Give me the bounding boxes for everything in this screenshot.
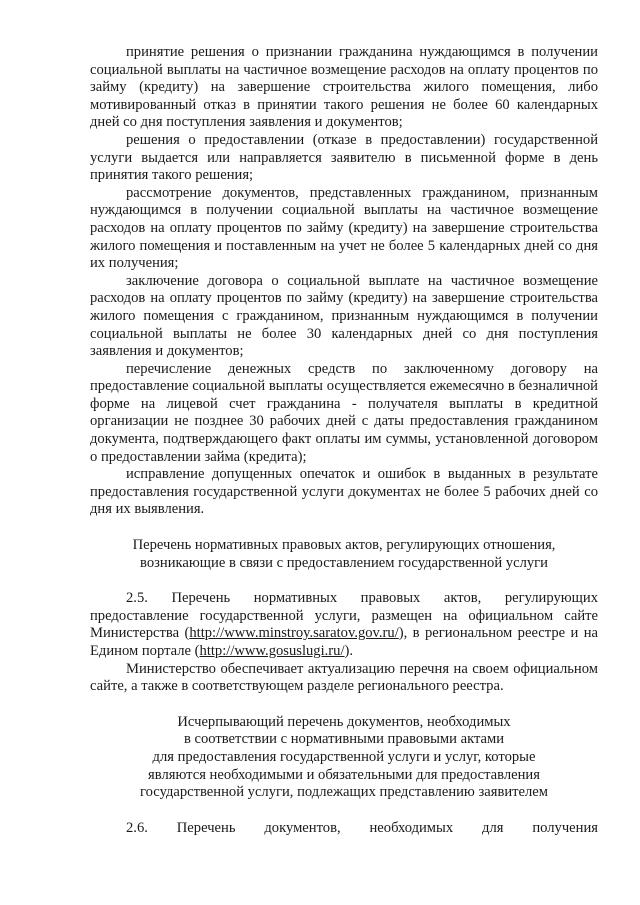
- heading-line: в соответствии с нормативными правовыми актами: [183, 731, 505, 748]
- ministry-site-link[interactable]: http://www.minstroy.saratov.gov.ru/: [189, 625, 399, 642]
- paragraph-2-5-text: 2.5. Перечень нормативных правовых актов, регулирующих предоставление государственной услуги, размещен на официальном сайте Министерства (: [90, 590, 598, 642]
- paragraph-2-5: [90, 590, 598, 660]
- paragraph-corrections: исправление допущенных опечаток и ошибок в выданных в результате предоставления государственной услуги документах не более 5 рабочих дней со дня их выявления.: [90, 466, 598, 518]
- paragraph-ministry: Министерство обеспечивает актуализацию перечня на своем официальном сайте, а также в соответствующем разделе регионального реестра.: [90, 660, 598, 695]
- section-heading-legal-acts: [90, 537, 598, 572]
- heading-line: Перечень нормативных правовых актов, регулирующих отношения,: [132, 537, 556, 554]
- paragraph-2-5-text: ), в региональном реестре и на Едином портале (: [90, 625, 599, 659]
- paragraph-2-6-word: Перечень: [176, 819, 236, 836]
- paragraph-2-6-word: для: [482, 819, 504, 836]
- paragraph-2-6-word: документов,: [264, 819, 341, 836]
- section-heading-documents: [90, 714, 598, 802]
- gosuslugi-link[interactable]: http://www.gosuslugi.ru/: [199, 643, 345, 659]
- paragraph-2-6: [90, 820, 598, 838]
- paragraph-decision: принятие решения о признании гражданина нуждающимся в получении социальной выплаты на частичное возмещение расходов на оплату процентов по займу (кредиту) на завершение строительства жилого помещения, либо мотивированный отказ в принятии такого решения не более 60 календарных дней со дня поступления заявления и документов;: [90, 44, 598, 131]
- heading-line: государственной услуги, подлежащих представлению заявителем: [140, 784, 548, 801]
- paragraph-2-5-text: ).: [344, 643, 354, 659]
- paragraph-contract: заключение договора о социальной выплате на частичное возмещение расходов на оплату процентов по займу (кредиту) на завершение строительства жилого помещения с гражданином, признанным нуждающимся в получении социальной выплаты не более 30 календарных дней со дня поступления заявления и документов;: [90, 272, 598, 360]
- heading-line: являются необходимыми и обязательными для предоставления: [148, 766, 540, 783]
- heading-line: для предоставления государственной услуги и услуг, которые: [152, 748, 536, 765]
- paragraph-2-6-word: 2.6.: [126, 819, 148, 836]
- heading-line: возникающие в связи с предоставлением государственной услуги: [140, 554, 548, 571]
- paragraph-2-6-word: необходимых: [369, 819, 454, 836]
- paragraph-transfer: перечисление денежных средств по заключенному договору на предоставление социальной выплаты осуществляется ежемесячно в безналичной форме на лицевой счет гражданина - получателя выплаты в кредитной организации не позднее 30 рабочих дней с даты предоставления гражданином документа, подтверждающего факт оплаты им суммы, установленной договором о предоставлении займа (кредита);: [90, 360, 598, 465]
- document-body: [90, 44, 598, 837]
- heading-line: Исчерпывающий перечень документов, необходимых: [177, 713, 511, 730]
- paragraph-review: рассмотрение документов, представленных гражданином, признанным нуждающимся в получении социальной выплаты на частичное возмещение расходов на оплату процентов по займу (кредиту) на завершение строительства жилого помещения и поставленным на учет не более 5 календарных дней со дня их получения;: [90, 184, 598, 272]
- paragraph-2-6-word: получения: [532, 819, 598, 836]
- paragraph-notification: решения о предоставлении (отказе в предоставлении) государственной услуги выдается или направляется заявителю в письменной форме в день принятия такого решения;: [90, 131, 598, 184]
